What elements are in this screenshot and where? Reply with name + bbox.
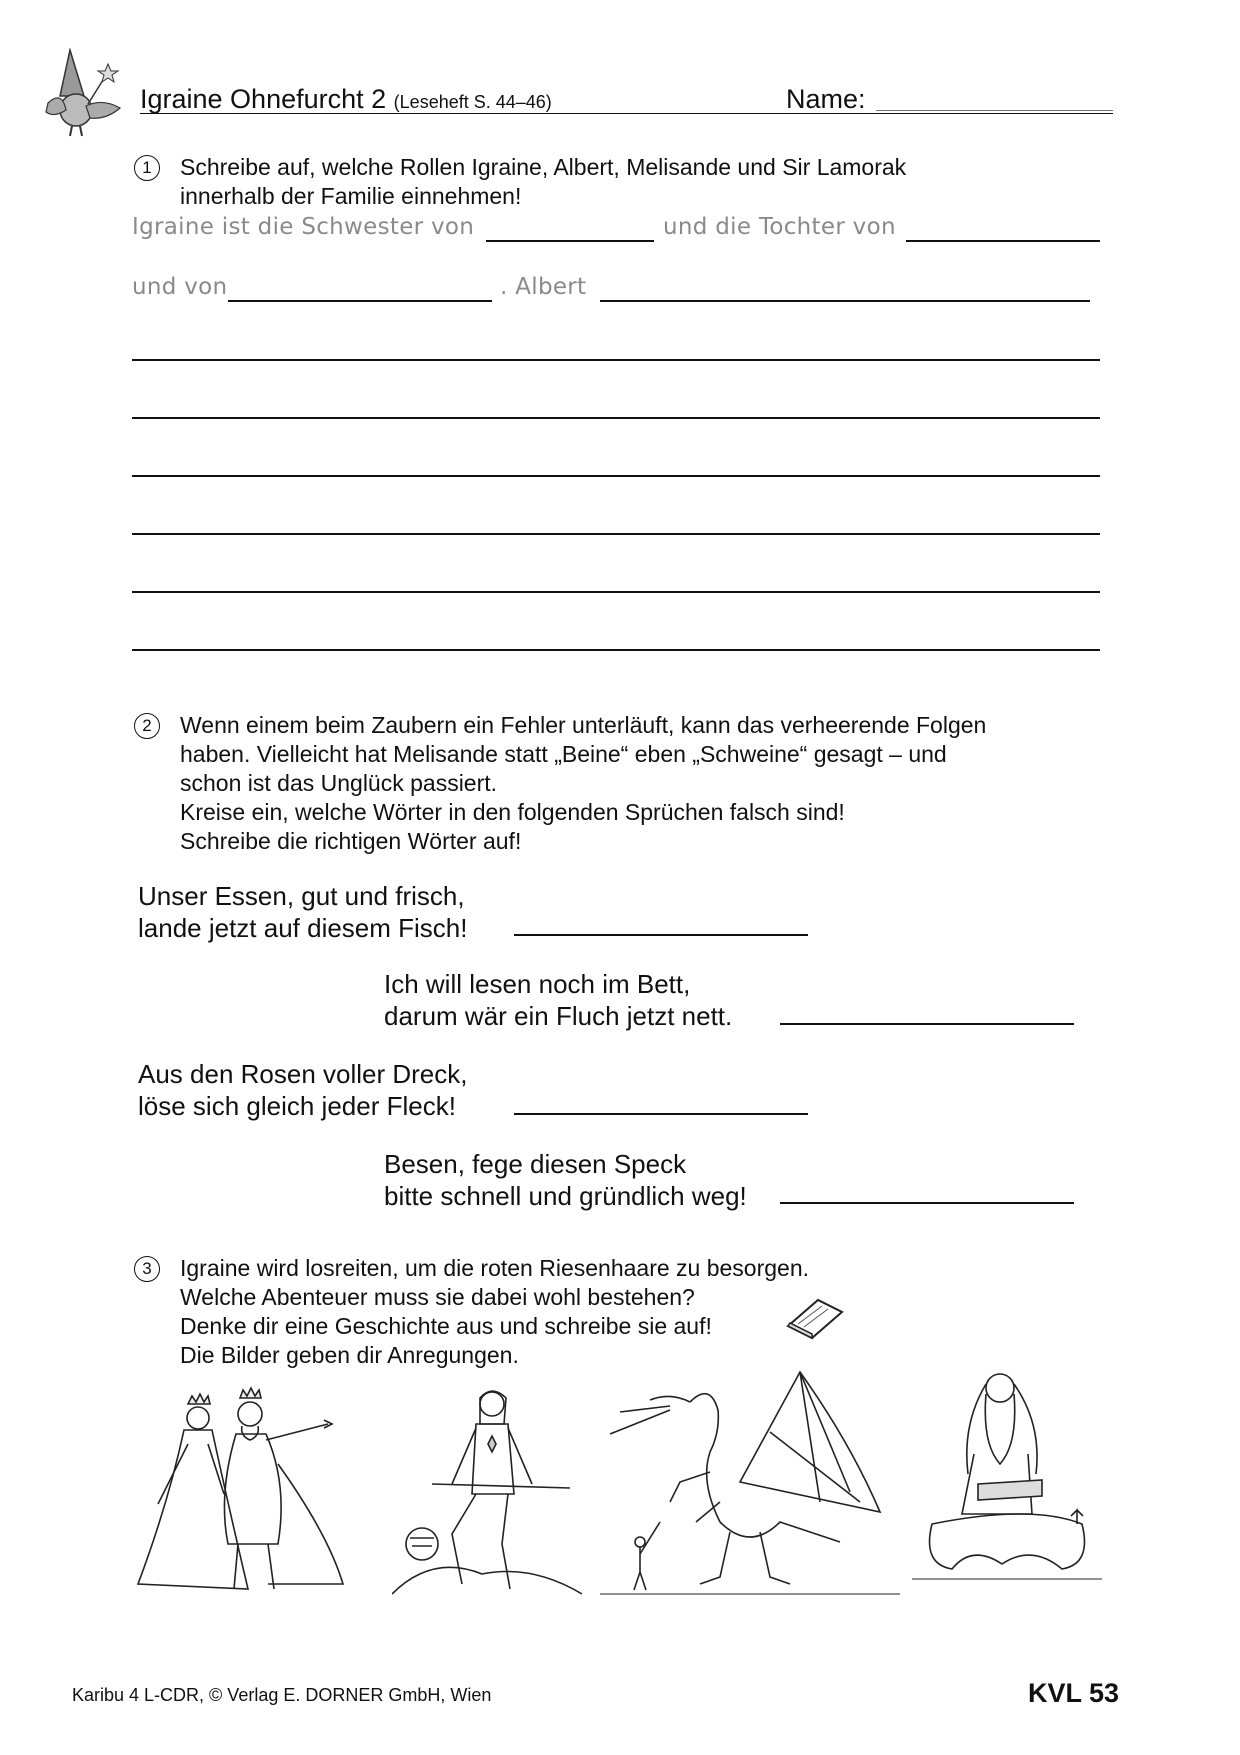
prompt-sister: Igraine ist die Schwester von <box>132 214 475 240</box>
poem-line: Besen, fege diesen Speck <box>384 1149 687 1179</box>
wizard-logo <box>40 48 130 138</box>
writing-line[interactable] <box>132 475 1100 477</box>
title-subtitle: (Leseheft S. 44–46) <box>393 92 552 112</box>
writing-line[interactable] <box>132 533 1100 535</box>
answer-line[interactable] <box>228 300 492 302</box>
writing-line[interactable] <box>132 591 1100 593</box>
writing-line[interactable] <box>132 417 1100 419</box>
spell-poem-3 <box>138 1058 467 1122</box>
task3-instruction-line: Igraine wird losreiten, um die roten Riesenhaare zu besorgen. <box>180 1255 810 1281</box>
prompt-and-from: und von <box>132 274 228 300</box>
page-title <box>140 84 552 115</box>
prompt-daughter: und die Tochter von <box>663 214 896 240</box>
poem-line: darum wär ein Fluch jetzt nett. <box>384 1001 733 1031</box>
answer-line[interactable] <box>486 240 654 242</box>
poem-line: lande jetzt auf diesem Fisch! <box>138 913 468 943</box>
task1-instruction <box>180 153 1080 211</box>
page-code: KVL 53 <box>1028 1678 1120 1708</box>
task3-instruction-line: Die Bilder geben dir Anregungen. <box>180 1342 519 1368</box>
notebook-icon <box>784 1296 846 1340</box>
bearded-giant-illustration <box>912 1364 1102 1584</box>
writing-line[interactable] <box>132 649 1100 651</box>
name-field[interactable] <box>876 110 1113 111</box>
correction-line[interactable] <box>514 934 808 936</box>
poem-line: Ich will lesen noch im Bett, <box>384 969 691 999</box>
answer-line[interactable] <box>600 300 1090 302</box>
poem-line: Unser Essen, gut und frisch, <box>138 881 465 911</box>
task3-instruction-line: Welche Abenteuer muss sie dabei wohl bestehen? <box>180 1284 695 1310</box>
spell-poem-1 <box>138 880 468 944</box>
task1-instruction-line: innerhalb der Familie einnehmen! <box>180 183 522 209</box>
poem-line: löse sich gleich jeder Fleck! <box>138 1091 456 1121</box>
task2-instruction-line: Kreise ein, welche Wörter in den folgenden Sprüchen falsch sind! <box>180 799 845 825</box>
header-rule <box>140 113 1113 114</box>
task2-instruction-line: haben. Vielleicht hat Melisande statt „Beine“ eben „Schweine“ gesagt – und <box>180 741 947 767</box>
writing-line[interactable] <box>132 359 1100 361</box>
correction-line[interactable] <box>780 1202 1074 1204</box>
spell-poem-2 <box>384 968 732 1032</box>
prompt-albert: . Albert <box>500 274 587 300</box>
spell-poem-4 <box>384 1148 747 1212</box>
knight-illustration <box>392 1384 582 1604</box>
task2-instruction-line: Wenn einem beim Zaubern ein Fehler unterläuft, kann das verheerende Folgen <box>180 712 987 738</box>
task1-instruction-line: Schreibe auf, welche Rollen Igraine, Albert, Melisande und Sir Lamorak <box>180 154 907 180</box>
name-label: Name: <box>786 84 866 114</box>
poem-line: bitte schnell und gründlich weg! <box>384 1181 747 1211</box>
correction-line[interactable] <box>514 1113 808 1115</box>
correction-line[interactable] <box>780 1023 1074 1025</box>
answer-line[interactable] <box>906 240 1100 242</box>
task-number-3: 3 <box>134 1256 160 1282</box>
task-number-2: 2 <box>134 713 160 739</box>
royal-couple-illustration <box>128 1384 348 1604</box>
task2-instruction-line: Schreibe die richtigen Wörter auf! <box>180 828 522 854</box>
task2-instruction <box>180 711 1100 856</box>
title-text: Igraine Ohnefurcht 2 <box>140 84 387 114</box>
footer-copyright: Karibu 4 L-CDR, © Verlag E. DORNER GmbH, Wien <box>72 1685 492 1705</box>
dragon-illustration <box>600 1362 900 1604</box>
task3-instruction-line: Denke dir eine Geschichte aus und schreibe sie auf! <box>180 1313 712 1339</box>
task-number-1: 1 <box>134 155 160 181</box>
poem-line: Aus den Rosen voller Dreck, <box>138 1059 468 1089</box>
task2-instruction-line: schon ist das Unglück passiert. <box>180 770 498 796</box>
